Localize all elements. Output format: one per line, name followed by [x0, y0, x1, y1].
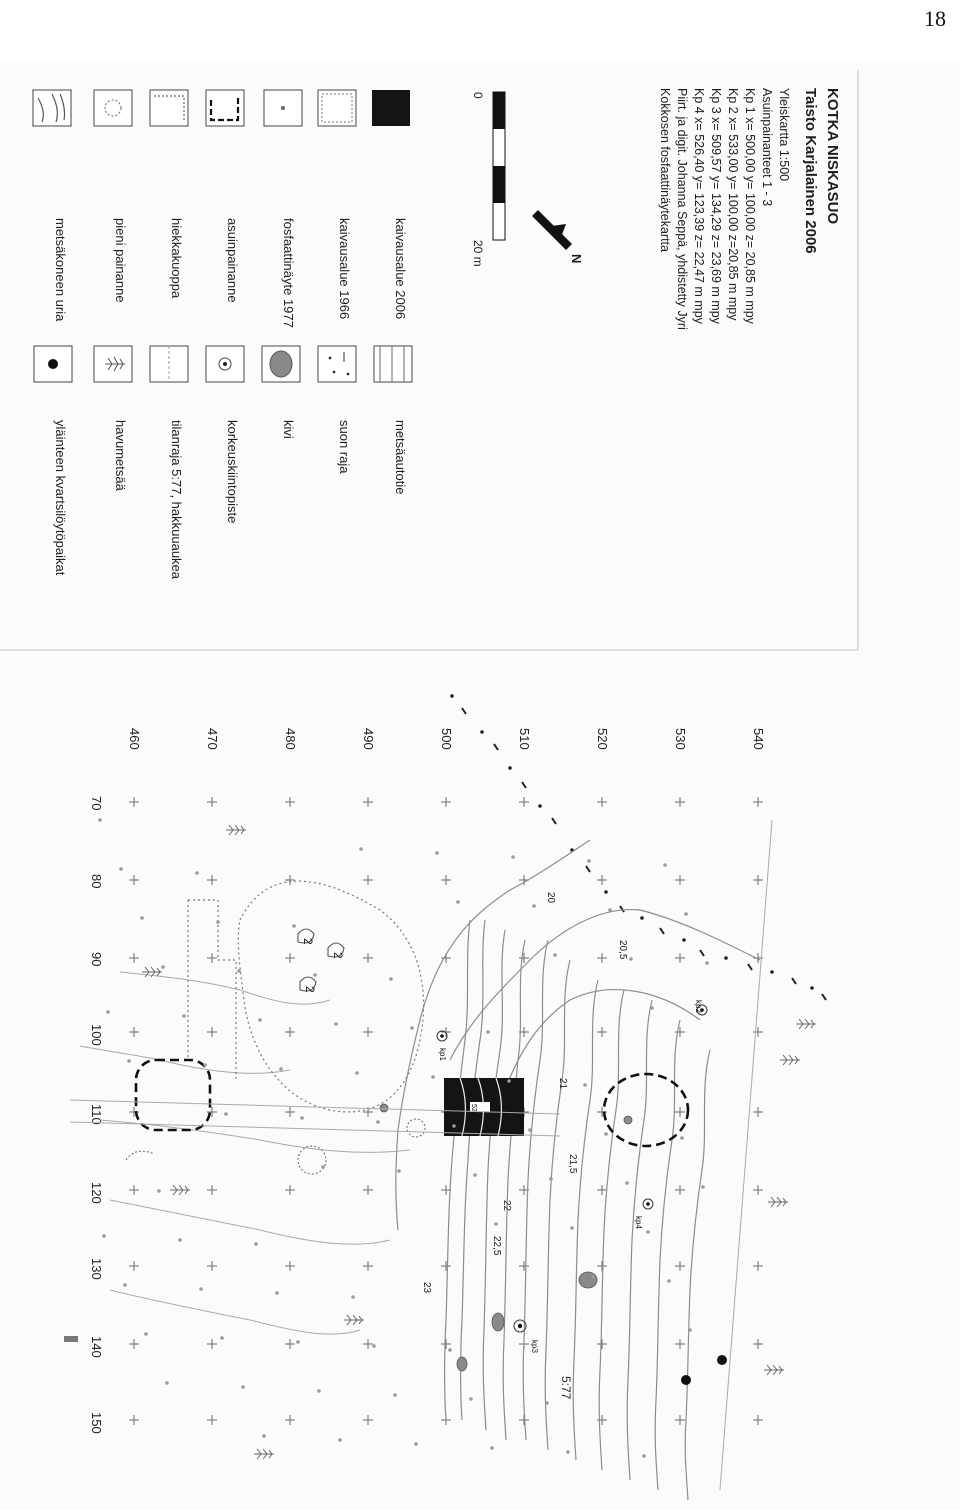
- sample-dot: [359, 847, 363, 851]
- grid-cross: [363, 1185, 373, 1195]
- gray-stone-icon: [270, 351, 292, 377]
- sample-dot: [195, 871, 199, 875]
- sample-dot: [583, 1083, 587, 1087]
- sample-dot: [296, 1340, 300, 1344]
- conifer-icon: [344, 1315, 364, 1325]
- grid-cross: [753, 1107, 763, 1117]
- grid-cross: [285, 1339, 295, 1349]
- sample-dot: [705, 961, 709, 965]
- sample-dot: [334, 1022, 338, 1026]
- sample-dot: [161, 965, 165, 969]
- grid-cross: [285, 875, 295, 885]
- sample-dot: [553, 953, 557, 957]
- map-axis-x-labels: [127, 728, 766, 750]
- grid-cross: [207, 1261, 217, 1271]
- sample-dot: [220, 1336, 224, 1340]
- sample-dot: [300, 1116, 304, 1120]
- grid-cross: [753, 797, 763, 807]
- grid-cross: [129, 797, 139, 807]
- conifer-icon: [780, 1055, 800, 1065]
- axis-x-label-6: 480: [283, 728, 298, 750]
- grid-cross: [753, 1185, 763, 1195]
- sample-dot: [642, 1454, 646, 1458]
- page-number: 18: [924, 6, 946, 31]
- sample-dot: [140, 916, 144, 920]
- legend-left-label-3: asuinpainanne: [225, 218, 240, 303]
- legend-right-label-2: kivi: [281, 420, 296, 439]
- grid-cross: [675, 1415, 685, 1425]
- axis-x-label-1: 530: [673, 728, 688, 750]
- sample-dot: [102, 1234, 106, 1238]
- sample-dot: [389, 977, 393, 981]
- grid-cross: [753, 1339, 763, 1349]
- map-axis-y-labels: [89, 796, 104, 1434]
- contour-label-3: 21,5: [567, 1154, 578, 1174]
- conifer-icon: [226, 825, 246, 835]
- sample-dot: [165, 1381, 169, 1385]
- axis-y-label-3: 100: [89, 1024, 104, 1046]
- legend-info-2: Kp 1 x= 500,00 y= 100,00 z= 20,85 m mpy: [743, 88, 757, 324]
- sample-dot: [608, 908, 612, 912]
- grid-cross: [519, 797, 529, 807]
- sample-dot: [182, 1014, 186, 1018]
- sample-dot: [262, 1434, 266, 1438]
- legend-right-label-6: yläinteen kvartsilöytöpaikat: [53, 420, 68, 576]
- sample-dot: [486, 1030, 490, 1034]
- scale-bar: [471, 92, 505, 267]
- conifer-icon: [796, 1019, 816, 1029]
- legend-left-label-4: hiekkakuoppa: [169, 218, 184, 299]
- black-filled-square-icon: [372, 90, 410, 126]
- grid-cross: [285, 1261, 295, 1271]
- scale-end: 20 m: [471, 240, 485, 267]
- grid-cross: [129, 1339, 139, 1349]
- sample-dot: [507, 1079, 511, 1083]
- sample-dot: [431, 1075, 435, 1079]
- legend-left-label-2: fosfaattinäyte 1977: [281, 218, 296, 328]
- grid-cross: [441, 1261, 451, 1271]
- axis-y-label-4: 110: [89, 1104, 104, 1125]
- sample-dot: [106, 1010, 110, 1014]
- grid-cross: [363, 1415, 373, 1425]
- grid-cross: [363, 1027, 373, 1037]
- phosphate-samples: [98, 818, 709, 1458]
- axis-x-label-7: 470: [205, 728, 220, 750]
- grid-cross: [363, 953, 373, 963]
- grid-cross: [519, 953, 529, 963]
- grid-cross: [675, 797, 685, 807]
- axis-y-label-2: 90: [89, 952, 104, 967]
- conifer-symbols: [142, 825, 816, 1459]
- grid-cross: [597, 953, 607, 963]
- grid-cross: [753, 1261, 763, 1271]
- sample-dot: [625, 1181, 629, 1185]
- grid-cross: [597, 797, 607, 807]
- sample-dot: [127, 1059, 131, 1063]
- contour-label-0: 20: [545, 892, 556, 904]
- grid-cross: [285, 797, 295, 807]
- grid-cross: [285, 1185, 295, 1195]
- sample-dot: [279, 1067, 283, 1071]
- conifer-icon: [768, 1197, 788, 1207]
- legend-right-label-5: havumetsää: [113, 420, 128, 491]
- pit-label-2: 2: [303, 986, 317, 993]
- axis-y-label-7: 140: [89, 1336, 104, 1358]
- sample-dot: [532, 904, 536, 908]
- pit-label-1: 2: [331, 952, 345, 959]
- contour-label-2: 21: [557, 1078, 568, 1090]
- legend-info-6: Piirt. ja digit. Johanna Seppä, yhdistetty Jyri: [675, 88, 689, 330]
- dwelling-depression-1: [136, 1060, 210, 1130]
- sample-dot: [372, 1344, 376, 1348]
- grid-cross: [675, 875, 685, 885]
- grid-cross: [207, 1027, 217, 1037]
- grid-cross: [285, 1027, 295, 1037]
- sample-dot: [701, 1185, 705, 1189]
- legend-info-1: Asuinpainanteet 1 - 3: [760, 88, 774, 207]
- contour-label-1: 20,5: [617, 940, 628, 960]
- legend-info-5: Kp 4 x= 526,40 y= 123,39 z= 22,47 m mpy: [692, 88, 706, 324]
- axis-x-label-2: 520: [595, 728, 610, 750]
- grid-cross: [285, 1107, 295, 1117]
- grid-cross: [675, 1185, 685, 1195]
- sample-dot: [448, 1348, 452, 1352]
- sample-dot: [397, 1169, 401, 1173]
- grid-cross: [597, 1027, 607, 1037]
- axis-y-label-6: 130: [89, 1258, 104, 1280]
- sample-dot: [667, 1279, 671, 1283]
- sample-dot: [237, 969, 241, 973]
- sample-dot: [178, 1238, 182, 1242]
- property-boundary: [720, 820, 772, 1490]
- sample-dot: [351, 1295, 355, 1299]
- axis-x-label-0: 540: [751, 728, 766, 750]
- sand-pit-border: [188, 900, 236, 1080]
- grid-cross: [753, 875, 763, 885]
- contour-lines: [80, 840, 760, 1500]
- sample-dot: [275, 1291, 279, 1295]
- grid-cross: [129, 1261, 139, 1271]
- excavation-label: 528: [470, 1104, 477, 1116]
- legend-info-4: Kp 3 x= 509,57 y= 134,29 z= 23,69 m mpy: [709, 88, 723, 324]
- map-scan: [0, 60, 960, 1510]
- legend-right-label-4: tilanraja 5:77, hakkuuaukea: [169, 420, 184, 580]
- axis-y-label-8: 150: [89, 1412, 104, 1434]
- pit-label-0: 2: [301, 938, 315, 945]
- sample-dot: [144, 1332, 148, 1336]
- grid-cross: [597, 1415, 607, 1425]
- sample-dot: [604, 1132, 608, 1136]
- sample-dot: [549, 1177, 553, 1181]
- grid-cross: [363, 797, 373, 807]
- pit-labels: [301, 938, 345, 993]
- grid-cross: [441, 797, 451, 807]
- sample-dot: [473, 1173, 477, 1177]
- sample-dot: [292, 924, 296, 928]
- legend-left-label-0: kaivausalue 2006: [393, 218, 408, 320]
- legend-right-labels: [53, 420, 408, 580]
- black-dot-icon: [48, 359, 58, 369]
- axis-x-label-4: 500: [439, 728, 454, 750]
- sample-dot: [490, 1446, 494, 1450]
- axis-x-label-8: 460: [127, 728, 142, 750]
- axis-y-label-5: 120: [89, 1182, 104, 1204]
- sample-dot: [435, 851, 439, 855]
- sample-dot: [528, 1128, 532, 1132]
- sample-dot: [456, 900, 460, 904]
- grid-cross: [363, 1261, 373, 1271]
- sample-dot: [570, 1226, 574, 1230]
- grid-cross: [129, 1185, 139, 1195]
- sample-dot: [203, 1063, 207, 1067]
- boundary-label: 5:77: [559, 1376, 573, 1400]
- grid-cross: [675, 1107, 685, 1117]
- benchmark-label-2: kp3: [530, 1340, 539, 1353]
- axis-x-label-3: 510: [517, 728, 532, 750]
- grid-cross: [675, 953, 685, 963]
- grid-cross: [363, 1339, 373, 1349]
- sample-dot: [216, 920, 220, 924]
- sample-dot: [629, 957, 633, 961]
- grid-cross: [207, 1185, 217, 1195]
- sample-dot: [313, 973, 317, 977]
- grid-cross: [753, 1415, 763, 1425]
- grid-cross: [285, 953, 295, 963]
- grid-cross: [675, 1339, 685, 1349]
- sample-dot: [646, 1230, 650, 1234]
- grid-cross: [363, 875, 373, 885]
- grid-cross: [285, 1415, 295, 1425]
- sample-dot: [258, 1018, 262, 1022]
- contour-label-5: 22,5: [491, 1236, 502, 1256]
- sand-pit: [238, 881, 423, 1112]
- dot-sample-icon: [281, 106, 285, 110]
- sample-dot: [241, 1385, 245, 1389]
- scale-start: 0: [471, 92, 485, 99]
- excavation-2006: [444, 1078, 524, 1136]
- sample-dot: [123, 1283, 127, 1287]
- sample-dot: [650, 1006, 654, 1010]
- sample-dot: [688, 1328, 692, 1332]
- legend-info-3: Kp 2 x= 533,00 y= 100,00 z=20,85 m mpy: [726, 88, 740, 321]
- sample-dot: [410, 1026, 414, 1030]
- sample-dot: [338, 1438, 342, 1442]
- small-marker: [64, 1336, 78, 1342]
- grid-cross: [207, 875, 217, 885]
- legend-left-label-5: pieni painanne: [113, 218, 128, 303]
- conifer-icon: [170, 1185, 190, 1195]
- sample-dot: [494, 1222, 498, 1226]
- conifer-icon: [764, 1365, 784, 1375]
- legend-right-label-0: metsäautotie: [393, 420, 408, 495]
- sample-dot: [663, 863, 667, 867]
- grid-cross: [597, 875, 607, 885]
- sample-dot: [545, 1401, 549, 1405]
- sample-dot: [199, 1287, 203, 1291]
- legend-left-symbols: [33, 90, 410, 126]
- legend-right-symbols: [34, 346, 412, 382]
- sample-dot: [376, 1120, 380, 1124]
- conifer-icon: [254, 1449, 274, 1459]
- legend-left-labels: [53, 218, 408, 328]
- sample-dot: [511, 855, 515, 859]
- legend-right-label-3: korkeuskiintopiste: [225, 420, 240, 524]
- grid-cross: [129, 1027, 139, 1037]
- conifer-icon: [142, 967, 162, 977]
- benchmark-label-1: kp2: [694, 1000, 703, 1013]
- grid-cross: [207, 797, 217, 807]
- sample-dot: [566, 1450, 570, 1454]
- sample-dot: [254, 1242, 258, 1246]
- sample-dot: [684, 912, 688, 916]
- benchmark-label-0: kp1: [438, 1048, 447, 1061]
- benchmark-label-3: kp4: [634, 1216, 643, 1229]
- legend-left-label-6: metsäkoneen uria: [53, 218, 68, 322]
- sample-dot: [355, 1071, 359, 1075]
- grid-cross: [441, 1339, 451, 1349]
- sample-dot: [321, 1165, 325, 1169]
- sample-dot: [157, 1189, 161, 1193]
- axis-y-label-1: 80: [89, 874, 104, 889]
- sample-dot: [587, 859, 591, 863]
- grid-cross: [207, 1339, 217, 1349]
- grid-cross: [129, 875, 139, 885]
- contour-label-6: 23: [421, 1282, 432, 1294]
- sample-dot: [317, 1389, 321, 1393]
- grid-cross: [519, 1261, 529, 1271]
- grid-cross: [129, 953, 139, 963]
- sample-dot: [452, 1124, 456, 1128]
- grid-cross: [675, 1261, 685, 1271]
- grid-cross: [753, 1027, 763, 1037]
- sample-dot: [414, 1442, 418, 1446]
- small-depressions: [126, 929, 425, 1174]
- grid-cross: [129, 1415, 139, 1425]
- sample-dot: [98, 818, 102, 822]
- legend-subtitle: Taisto Karjalainen 2006: [802, 88, 819, 254]
- grid-cross: [597, 1339, 607, 1349]
- grid-cross: [441, 875, 451, 885]
- sample-dot: [119, 867, 123, 871]
- grid-cross: [207, 1415, 217, 1425]
- legend-right-label-1: suon raja: [337, 420, 352, 474]
- grid-cross: [207, 953, 217, 963]
- north-arrow-icon: [532, 210, 584, 263]
- contour-label-4: 22: [501, 1200, 512, 1212]
- sample-dot: [680, 1136, 684, 1140]
- legend-info-7: Kokkosen fosfaattinäytekartta: [658, 88, 672, 252]
- sample-dot: [591, 1275, 595, 1279]
- axis-y-label-0: 70: [89, 796, 104, 811]
- legend-title: KOTKA NISKASUO: [824, 88, 841, 225]
- sample-dot: [393, 1393, 397, 1397]
- grid-cross: [597, 1185, 607, 1195]
- sample-dot: [469, 1397, 473, 1401]
- grid-cross: [597, 1261, 607, 1271]
- legend-left-label-1: kaivausalue 1966: [337, 218, 352, 320]
- north-label: N: [569, 254, 584, 264]
- legend-info-0: Yleiskartta 1:500: [777, 88, 791, 182]
- sample-dot: [224, 1112, 228, 1116]
- map-figure: [0, 60, 960, 1510]
- axis-x-label-5: 490: [361, 728, 376, 750]
